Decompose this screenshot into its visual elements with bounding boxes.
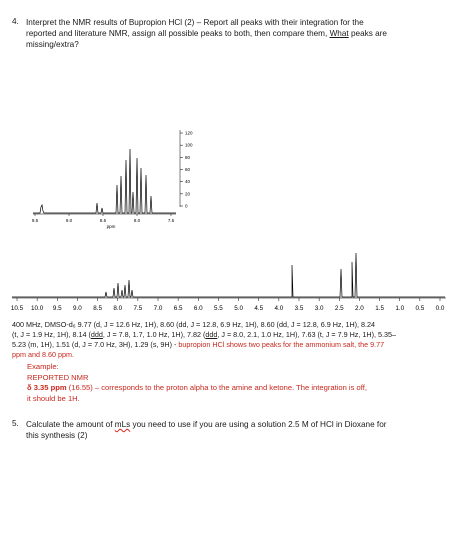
inset-x-label: ppm xyxy=(106,224,116,229)
reference-line-3: 5.23 (m, 1H), 1.51 (d, J = 7.0 Hz, 3H), 1.29 (s, 9H) - bupropion HCl shows two peaks for the ammonium salt, the 9.77 xyxy=(12,340,385,349)
inset-x-tick-label: 7.5 xyxy=(167,218,175,223)
question-5-line-2: this synthesis (2) xyxy=(26,431,88,440)
main-trace xyxy=(12,253,445,297)
main-x-tick-label: 5.5 xyxy=(214,305,223,312)
main-x-tick-label: 10.5 xyxy=(10,305,24,312)
inset-x-tick-label: 9.5 xyxy=(31,218,39,223)
what-word: What xyxy=(329,29,349,38)
main-x-tick-label: 10.0 xyxy=(31,305,44,312)
main-x-tick-label: 4.5 xyxy=(254,305,264,312)
mls-word: mLs xyxy=(114,420,131,429)
inset-x-tick-label: 8.5 xyxy=(99,218,107,223)
main-x-tick-label: 3.0 xyxy=(314,305,324,312)
main-x-tick-label: 6.5 xyxy=(173,305,183,312)
inset-x-ticks xyxy=(32,214,175,223)
question-5-number: 5. xyxy=(12,419,19,428)
main-x-tick-label: 4.0 xyxy=(274,305,284,312)
main-x-tick-label: 7.5 xyxy=(133,305,143,312)
main-x-tick-label: 7.0 xyxy=(153,305,163,312)
main-spectrum xyxy=(11,253,446,312)
inset-spectrum xyxy=(32,130,193,229)
inset-x-tick-label: 8.0 xyxy=(133,218,141,223)
inset-y-ticks xyxy=(180,131,193,209)
main-x-tick-label: 8.5 xyxy=(93,305,102,312)
reference-nmr-data xyxy=(12,320,448,360)
example-label: Example: xyxy=(27,362,59,371)
main-x-ticks xyxy=(11,298,445,312)
inset-y-tick-label: 80 xyxy=(185,154,191,160)
example-heading: REPORTED NMR xyxy=(27,372,89,382)
example-bold-shift: δ 3.35 ppm xyxy=(27,383,67,392)
inset-y-tick-label: 0 xyxy=(185,203,188,209)
reference-line-1: 400 MHz, DMSO-d₆ 9.77 (d, J = 12.6 Hz, 1H), 8.60 (dd, J = 12.8, 6.9 Hz, 1H), 8.60 (dd, J = 12.8, 6.9 Hz, 1H), 8.24 xyxy=(12,320,376,329)
reference-red-note: bupropion HCl shows two peaks for the ammonium salt, the 9.77 xyxy=(178,340,385,349)
main-x-tick-label: 0.5 xyxy=(415,305,425,312)
question-4-line-1: Interpret the NMR results of Bupropion HCl (2) – Report all peaks with their integration for the xyxy=(26,18,364,27)
question-4-line-3: missing/extra? xyxy=(26,40,79,49)
main-x-tick-label: 1.0 xyxy=(395,305,405,312)
reference-line-2: (t, J = 1.9 Hz, 1H), 8.14 (ddd, J = 7.8, 1.7, 1.0 Hz, 1H), 7.82 (ddd, J = 8.0, 2.1, 1.0 Hz, 1H), 7.63 (t, J = 7.9 Hz, 1H), 5.35– xyxy=(12,330,396,339)
main-x-tick-label: 5.0 xyxy=(234,305,243,312)
question-4-number: 4. xyxy=(12,17,19,26)
inset-trace xyxy=(33,149,176,213)
main-x-tick-label: 3.5 xyxy=(294,305,304,312)
inset-x-tick-label: 9.0 xyxy=(65,218,73,223)
example-line-2: it should be 1H. xyxy=(27,393,80,403)
inset-y-tick-label: 120 xyxy=(185,130,193,136)
main-x-tick-label: 0.0 xyxy=(435,305,445,312)
main-x-tick-label: 6.0 xyxy=(193,305,203,312)
main-x-tick-label: 8.0 xyxy=(113,305,123,312)
inset-y-tick-label: 40 xyxy=(185,179,191,185)
main-x-tick-label: 2.0 xyxy=(355,305,364,312)
main-x-tick-label: 9.5 xyxy=(52,305,62,312)
main-x-tick-label: 2.5 xyxy=(334,305,344,312)
example-line-1: δ 3.35 ppm (16.55) – corresponds to the proton alpha to the amine and ketone. The integration is off, xyxy=(27,383,367,392)
main-x-tick-label: 1.5 xyxy=(375,305,384,312)
example-block xyxy=(27,362,447,404)
inset-y-tick-label: 20 xyxy=(185,191,191,197)
question-4-line-2: reported and literature NMR, assign all possible peaks to both, then compare them, What peaks are xyxy=(26,29,387,38)
question-5-line-1: Calculate the amount of mLs you need to use if you are using a solution 2.5 M of HCl in Dioxane for xyxy=(26,420,387,429)
main-x-tick-label: 9.0 xyxy=(73,305,82,312)
inset-y-tick-label: 60 xyxy=(185,167,191,172)
question-5-text xyxy=(26,419,446,441)
reference-line-4: ppm and 8.60 ppm. xyxy=(12,350,74,359)
inset-y-tick-label: 100 xyxy=(185,142,193,148)
